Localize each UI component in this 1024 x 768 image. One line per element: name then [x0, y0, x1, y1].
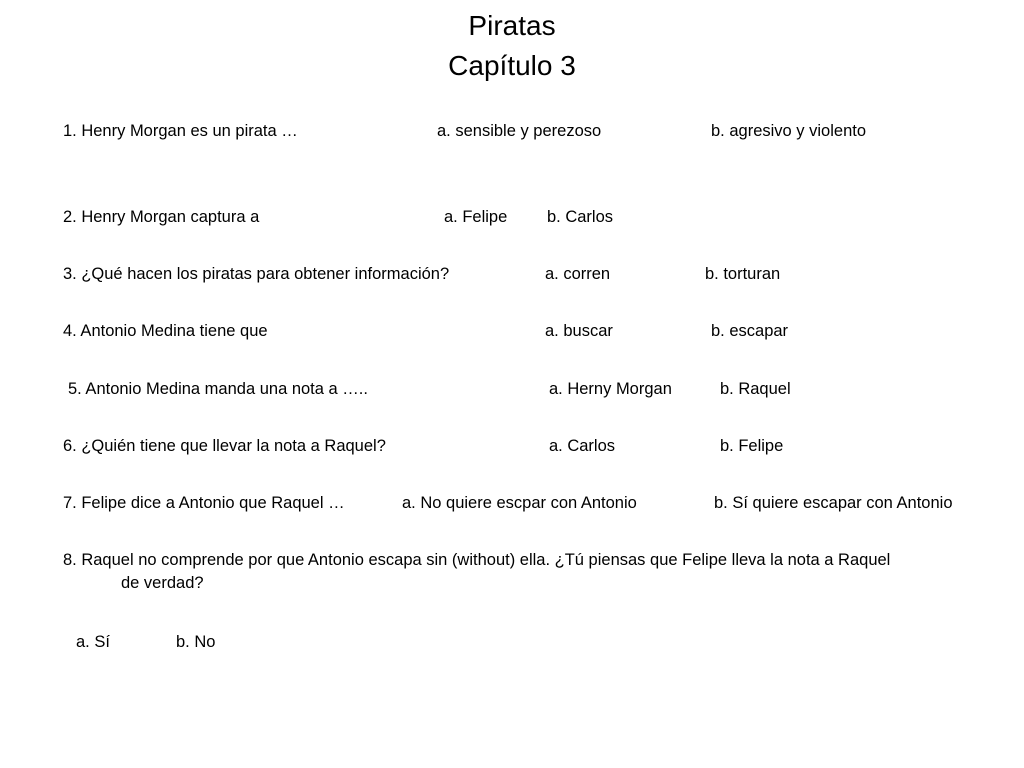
question-8-stem-line-1: 8. Raquel no comprende por que Antonio escapa sin (without) ella. ¿Tú piensas que Felipe lleva la nota a Raquel	[63, 551, 891, 569]
title-line-2: Capítulo 3	[448, 50, 576, 81]
question-1-option-b: b. agresivo y violento	[711, 122, 867, 140]
question-5-option-a: a. Herny Morgan	[549, 380, 672, 398]
question-4-option-b: b. escapar	[711, 322, 789, 340]
question-8-option-a: a. Sí	[76, 633, 110, 651]
question-3-option-a: a. corren	[545, 265, 611, 283]
question-6-stem: 6. ¿Quién tiene que llevar la nota a Raquel?	[63, 437, 386, 455]
question-7-option-a: a. No quiere escpar con Antonio	[402, 494, 637, 512]
question-8	[63, 549, 983, 595]
question-1-option-a: a. sensible y perezoso	[437, 122, 602, 140]
question-2-option-b: b. Carlos	[547, 208, 614, 226]
question-8-stem-line-2: de verdad?	[121, 574, 204, 592]
question-2-stem: 2. Henry Morgan captura a	[63, 208, 260, 226]
question-2-option-a: a. Felipe	[444, 208, 508, 226]
title-line-1: Piratas	[468, 10, 556, 41]
question-6-option-a: a. Carlos	[549, 437, 616, 455]
question-4-option-a: a. buscar	[545, 322, 613, 340]
question-6-option-b: b. Felipe	[720, 437, 784, 455]
question-3-option-b: b. torturan	[705, 265, 781, 283]
question-3-stem: 3. ¿Qué hacen los piratas para obtener información?	[63, 265, 450, 283]
slide-title	[0, 6, 1024, 86]
question-8-option-b: b. No	[176, 633, 216, 651]
question-5-stem: 5. Antonio Medina manda una nota a …..	[68, 380, 368, 398]
question-1-stem: 1. Henry Morgan es un pirata …	[63, 122, 298, 140]
question-7-stem: 7. Felipe dice a Antonio que Raquel …	[63, 494, 345, 512]
question-4-stem: 4. Antonio Medina tiene que	[63, 322, 268, 340]
question-7-option-b: b. Sí quiere escapar con Antonio	[714, 494, 953, 512]
question-5-option-b: b. Raquel	[720, 380, 791, 398]
